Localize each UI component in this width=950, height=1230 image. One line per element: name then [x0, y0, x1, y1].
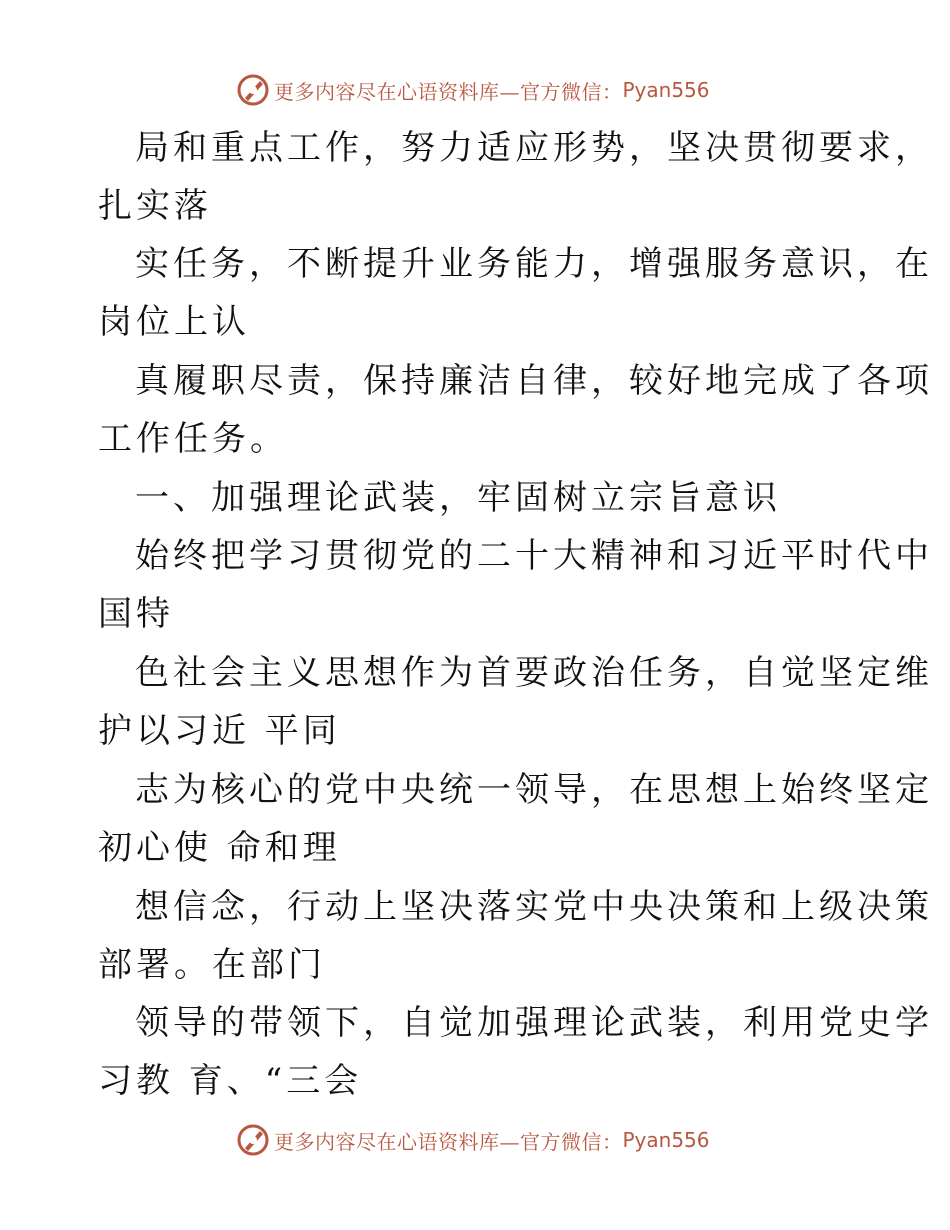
text-line: 初心使 命和理: [98, 828, 341, 868]
watermark-wechat-id: Pyan556: [622, 78, 710, 102]
text-line: 想信念，行动上坚决落实党中央决策和上级决策: [135, 887, 933, 927]
text-line: 真履职尽责，保持廉洁自律，较好地完成了各项: [135, 361, 933, 401]
pen-logo-icon: [236, 73, 270, 107]
text-line: 工作任务。: [98, 419, 288, 459]
watermark-text: 更多内容尽在心语资料库—官方微信：: [274, 79, 623, 104]
text-line: 护以习近 平同: [98, 711, 341, 751]
text-line: 志为核心的党中央统一领导，在思想上始终坚定: [135, 770, 933, 810]
text-line: 习教 育、“三会: [98, 1061, 363, 1101]
text-line: 部署。在部门: [98, 945, 326, 985]
text-line: 领导的带领下，自觉加强理论武装，利用党史学: [135, 1003, 933, 1043]
text-line: 国特: [98, 594, 174, 634]
text-line: 始终把学习贯彻党的二十大精神和习近平时代中: [135, 536, 933, 576]
text-line: 局和重点工作，努力适应形势，坚决贯彻要求，: [135, 128, 933, 168]
watermark-wechat-id: Pyan556: [622, 1128, 710, 1152]
text-line: 色社会主义思想作为首要政治任务，自觉坚定维: [135, 653, 933, 693]
watermark-text: 更多内容尽在心语资料库—官方微信：: [274, 1129, 623, 1154]
watermark-header: [236, 72, 710, 108]
text-line: 岗位上认: [98, 302, 250, 342]
text-line: 实任务，不断提升业务能力，增强服务意识，在: [135, 244, 933, 284]
watermark-footer: [236, 1122, 710, 1158]
section-heading: 一、加强理论武装，牢固树立宗旨意识: [135, 478, 781, 518]
text-line: 扎实落: [98, 186, 212, 226]
pen-logo-icon: [236, 1123, 270, 1157]
